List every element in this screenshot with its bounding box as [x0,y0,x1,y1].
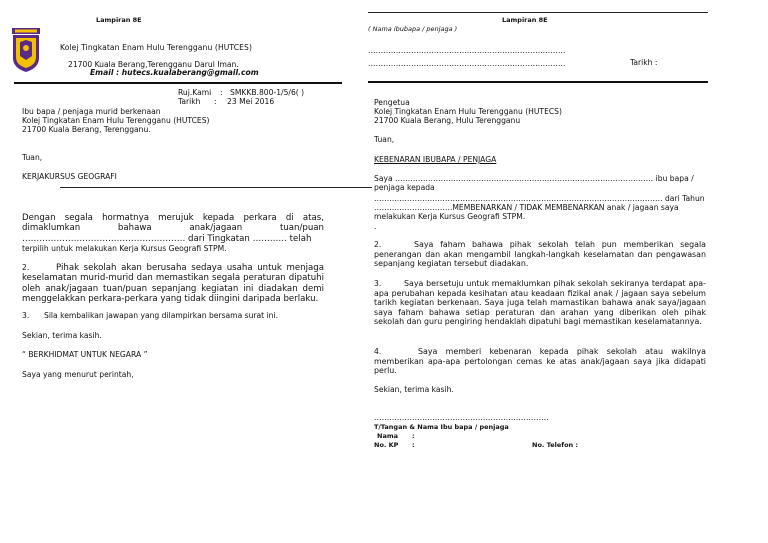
left-para3-num: 3. [22,311,30,320]
kp-label: No. KP [374,441,399,449]
right-para2: Saya faham bahawa pihak sekolah telah pun memberikan segala penerangan dan akan mengambil langkah-langkah keselamatan dan pengawasan sepanjang kegiatan tersebut diadakan. [374,240,706,269]
right-closing: Sekian, terima kasih. [374,385,454,394]
p4-num: 4. [374,347,382,356]
left-lampiran: Lampiran 8E [96,16,142,24]
recipient-line2: Kolej Tingkatan Enam Hulu Terengganu (HUTCES) [22,116,210,125]
consent-line3: …………………………………………………………………………………………………… dari Tahun [374,194,705,203]
tarikh-colon: : [214,97,217,106]
telefon-label: No. Telefon : [532,441,579,449]
recipient-line3: 21700 Kuala Berang, Terengganu. [22,125,151,134]
ruj-colon: : [220,88,223,97]
left-para1-end: terpilih untuk melakukan Kerja Kursus Geografi STPM. [22,244,227,253]
subject-rule [60,187,372,188]
consent-line4: ………………………….MEMBENARKAN / TIDAK MEMBENARKAN anak / jagaan saya [374,203,679,212]
left-para1: Dengan segala hormatnya merujuk kepada perkara di atas, dimaklumkan bahawa anak/jagaan tuan/puan ………………………………………………… dari Tingkatan ………… telah [22,213,324,244]
left-para2: Pihak sekolah akan berusaha sedaya usaha untuk menjaga keselamatan murid-murid dan memastikan segala peraturan dipatuhi oleh anak/jagaan tuan/puan sepanjang kegiatan ini diadakan demi menggelakkan perkara-perkara yang tidak diingini daripada berlaku. [22,263,324,305]
tarikh-value: 23 Mei 2016 [227,97,275,106]
consent-line5: melakukan Kerja Kursus Geografi STPM. [374,212,526,221]
ruj-value: SMKKB.800-1/5/6( ) [230,88,305,97]
college-email[interactable]: Email : hutecs.kualaberang@gmail.com [90,68,259,77]
left-motto: “ BERKHIDMAT UNTUK NEGARA ” [22,350,148,359]
ruj-label: Ruj.Kami [178,88,212,97]
nama-colon: : [412,432,415,440]
recipient-line1: Ibu bapa / penjaga murid berkenaan [22,107,161,116]
consent-dot: . [374,222,377,231]
left-subject: KERJAKURSUS GEOGRAFI [22,172,117,181]
to-line3: 21700 Kuala Berang, Hulu Terengganu [374,116,521,125]
left-para2-num: 2. [22,263,30,272]
school-crest-icon [12,28,40,72]
address-dots-1: …………………………………………………………………… [368,46,566,55]
right-tarikh-label: Tarikh : [630,58,658,67]
kp-colon: : [412,441,415,449]
right-para3: Saya bersetuju untuk memaklumkan pihak sekolah sekiranya terdapat apa-apa perubahan kepada kesihatan atau keadaan fizikal anak / jagaan saya sebelum tarikh kegiatan berkenaan. Saya juga telah mamastikan bahawa anak saya/jagaan saya faham bahawa setiap peraturan dan arahan yang diberikan oleh pihak sekolah dan guru pengiring hendaklah dipatuhi bagi memastikan keselamatannya. [374,279,706,327]
right-para4: Saya memberi kebenaran kepada pihak sekolah atau wakilnya memberikan apa-apa pertolongan cemas ke atas anak/jagaan saya jika didapati perlu. [374,347,706,376]
college-address: 21700 Kuala Berang,Terengganu Darul Iman. [68,60,239,69]
p3-num: 3. [374,279,382,288]
parent-name-hint: ( Nama ibubapa / penjaga ) [368,25,458,33]
right-salutation: Tuan, [374,135,395,144]
left-obey: Saya yang menurut perintah, [22,370,134,379]
to-line2: Kolej Tingkatan Enam Hulu Terengganu (HUTECS) [374,107,562,116]
nama-label: Nama [377,432,398,440]
tarikh-label: Tarikh [178,97,201,106]
right-header-rule [368,81,708,83]
left-salutation: Tuan, [22,153,43,162]
p2-num: 2. [374,240,382,249]
signature-label: T/Tangan & Nama Ibu bapa / penjaga [374,423,509,431]
college-name: Kolej Tingkatan Enam Hulu Terengganu (HUTCES) [60,43,253,52]
consent-line1: Saya ………………………………………………………………………………………… ibu bapa / [374,174,694,183]
left-para3: Sila kembalikan jawapan yang dilampirkan bersama surat ini. [44,311,279,320]
left-closing: Sekian, terima kasih. [22,331,102,340]
right-lampiran: Lampiran 8E [502,16,548,24]
to-line1: Pengetua [374,98,410,107]
consent-line2: penjaga kepada [374,183,435,192]
right-top-rule [368,12,708,13]
letterhead-rule [14,82,342,84]
signature-dots: …………………………………………………………… [374,413,549,422]
right-subject: KEBENARAN IBUBAPA / PENJAGA [374,155,497,164]
address-dots-2: …………………………………………………………………… [368,59,566,68]
